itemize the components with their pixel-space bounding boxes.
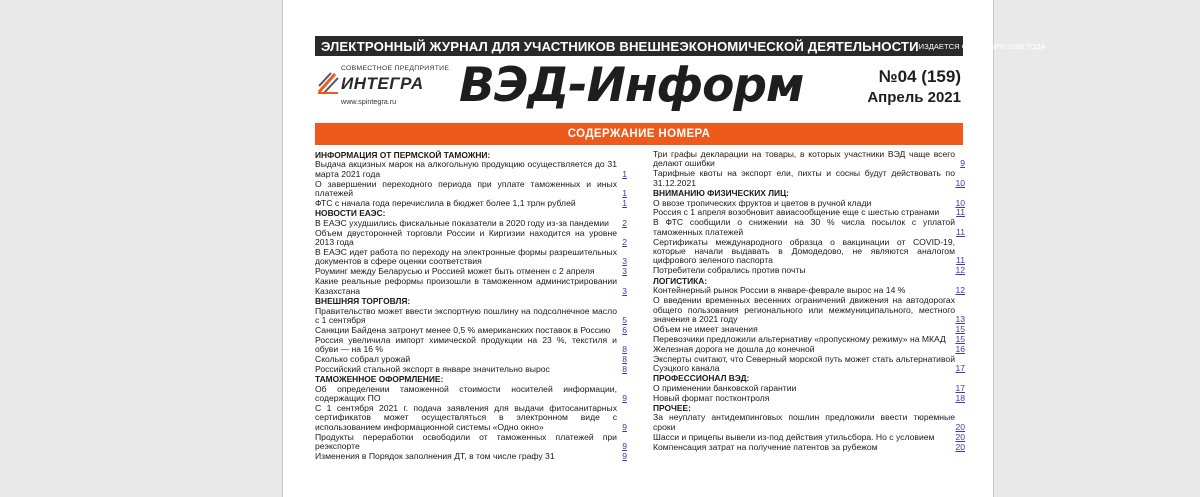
toc-page-link[interactable]: 9 xyxy=(622,393,627,404)
toc-entry[interactable] xyxy=(315,326,627,335)
logo-subtitle: СОВМЕСТНОЕ ПРЕДПРИЯТИЕ xyxy=(341,65,450,72)
toc-entry-title: Россия увеличила импорт химической продукции на 23 %, текстиля и обуви — на 16 % xyxy=(315,334,617,355)
integra-logo xyxy=(317,62,450,110)
toc-entry[interactable] xyxy=(653,169,965,188)
toc-entry-title: Объем двусторонней торговли России и Киргизии находится на уровне 2013 года xyxy=(315,227,617,248)
toc-page-link[interactable]: 2 xyxy=(622,237,627,248)
toc-entry-title: Компенсация затрат на получение патентов за рубежом xyxy=(653,441,878,452)
toc-page-link[interactable]: 20 xyxy=(955,431,965,442)
toc-entry-title: Сертификаты международного образца о вакцинации от COVID-19, которые начали выдавать в Домодедово, не являются аналогом цифрового зеленого паспорта xyxy=(653,236,955,266)
toc-entry[interactable] xyxy=(315,336,627,355)
toc-page-link[interactable]: 11 xyxy=(956,255,965,266)
toc-entry[interactable] xyxy=(315,452,627,461)
section-title: ЛОГИСТИКА: xyxy=(653,275,708,286)
toc-entry-title: О завершении переходного периода при уплате таможенных и иных платежей xyxy=(315,178,617,199)
toc-entry-title: Выдача акцизных марок на алкогольную продукцию осуществляется до 31 марта 2021 года xyxy=(315,159,617,179)
toc-page-link[interactable]: 17 xyxy=(955,382,965,393)
toc-entry[interactable] xyxy=(653,384,965,393)
toc-page-link[interactable]: 1 xyxy=(622,168,627,179)
toc-entry-title: В ЕАЭС идет работа по переходу на электронные формы разрешительных документов в сфере оценки соответствия xyxy=(315,247,617,267)
toc-page-link[interactable]: 11 xyxy=(956,226,965,237)
issue-date: Апрель 2021 xyxy=(867,89,961,106)
toc-entry-title: Шасси и прицепы вывели из-под действия утильсбора. Но с условием xyxy=(653,431,935,442)
toc-entry-title: О введении временных весенних ограничений движения на автодорогах общего пользования регионального или межмуниципального, местного значения в 2021 году xyxy=(653,295,955,324)
section-title: ВНИМАНИЮ ФИЗИЧЕСКИХ ЛИЦ: xyxy=(653,188,789,199)
toc-page-link[interactable]: 8 xyxy=(622,344,627,355)
section-title: НОВОСТИ ЕАЭС: xyxy=(315,208,386,219)
toc-entry-title: Роуминг между Беларусью и Россией может быть отменен с 2 апреля xyxy=(315,266,595,277)
toc-page-link[interactable]: 9 xyxy=(960,158,965,169)
section-title: ИНФОРМАЦИЯ ОТ ПЕРМСКОЙ ТАМОЖНИ: xyxy=(315,150,491,160)
toc-page-link[interactable]: 1 xyxy=(622,198,627,209)
section-title: ТАМОЖЕННОЕ ОФОРМЛЕНИЕ: xyxy=(315,374,444,385)
toc-page-link[interactable]: 8 xyxy=(622,363,627,374)
magazine-page xyxy=(282,0,1046,497)
toc-page-link[interactable]: 6 xyxy=(622,324,627,335)
toc-entry[interactable] xyxy=(315,199,627,208)
toc-page-link[interactable]: 11 xyxy=(956,207,965,218)
toc-page-link[interactable]: 17 xyxy=(955,362,965,373)
toc-entry-title: В ЕАЭС ухудшились фискальные показатели в 2020 году из-за пандемии xyxy=(315,217,609,228)
toc-page-link[interactable]: 3 xyxy=(622,266,627,277)
toc-page-link[interactable]: 15 xyxy=(955,323,965,334)
toc-entry-title: Российский стальной экспорт в январе значительно вырос xyxy=(315,363,550,374)
toc-page-link[interactable]: 10 xyxy=(955,197,965,208)
toc-entry-title: Правительство может ввести экспортную пошлину на подсолнечное масло с 1 сентября xyxy=(315,305,617,325)
toc-entry-title: Потребители собрались против почты xyxy=(653,265,806,276)
toc-entry[interactable] xyxy=(653,218,965,237)
toc-entry[interactable] xyxy=(315,433,627,452)
toc-page-link[interactable]: 12 xyxy=(955,285,965,296)
toc-entry-title: Объем не имеет значения xyxy=(653,323,758,334)
section-title: ВНЕШНЯЯ ТОРГОВЛЯ: xyxy=(315,296,411,307)
contents-left-column xyxy=(315,150,627,462)
toc-entry-title: Изменения в Порядок заполнения ДТ, в том числе графу 31 xyxy=(315,451,555,462)
toc-page-link[interactable]: 20 xyxy=(955,421,965,432)
integra-logo-icon xyxy=(317,70,339,96)
toc-entry-title: Санкции Байдена затронут менее 0,5 % американских поставок в Россию xyxy=(315,324,611,335)
toc-entry[interactable] xyxy=(653,443,965,452)
toc-entry[interactable] xyxy=(653,335,965,344)
toc-entry-title: Продукты переработки освободили от таможенных платежей при реэкспорте xyxy=(315,431,617,452)
toc-entry-title: В ФТС сообщили о снижении на 30 % числа посылок с уплатой таможенных платежей xyxy=(653,217,955,237)
toc-entry[interactable] xyxy=(315,404,627,432)
toc-page-link[interactable]: 5 xyxy=(622,314,627,325)
toc-page-link[interactable]: 1 xyxy=(622,188,627,199)
toc-entry-title: С 1 сентября 2021 г. подача заявления для выдачи фитосанитарных сертификатов может осуществляться в электронном виде с использованием информационной системы «Одно окно» xyxy=(315,403,617,432)
toc-entry-title: Какие реальные реформы произошли в таможенном администрировании Казахстана xyxy=(315,276,617,296)
toc-entry-title: Россия с 1 апреля возобновит авиасообщение еще с шестью странами xyxy=(653,207,940,218)
toc-entry-title: Об определении таможенной стоимости носителей информации, содержащих ПО xyxy=(315,383,617,404)
toc-entry-title: Сколько собрал урожай xyxy=(315,354,411,365)
toc-entry[interactable] xyxy=(653,150,965,169)
toc-page-link[interactable]: 3 xyxy=(622,256,627,267)
logo-name: ИНТЕГРА xyxy=(341,74,424,93)
issue-info xyxy=(867,67,961,106)
toc-entry[interactable] xyxy=(653,394,965,403)
toc-entry[interactable] xyxy=(315,277,627,296)
toc-entry[interactable] xyxy=(315,385,627,404)
top-banner xyxy=(315,36,1046,56)
toc-page-link[interactable]: 13 xyxy=(955,313,965,324)
toc-entry[interactable] xyxy=(315,229,627,248)
section-title: ПРОФЕССИОНАЛ ВЭД: xyxy=(653,373,750,384)
toc-entry-title: Перевозчики предложили альтернативу «пропускному режиму» на МКАД xyxy=(653,333,946,344)
toc-entry[interactable] xyxy=(653,345,965,354)
toc-page-link[interactable]: 3 xyxy=(622,285,627,296)
toc-entry-title: О ввозе тропических фруктов и цветов в ручной клади xyxy=(653,197,872,208)
toc-entry[interactable] xyxy=(315,248,627,267)
contents-right-column xyxy=(653,150,965,453)
toc-entry[interactable] xyxy=(315,365,627,374)
toc-entry-title: Новый формат постконтроля xyxy=(653,392,770,403)
toc-entry[interactable] xyxy=(653,355,965,374)
toc-entry-title: Эксперты считают, что Северный морской путь может стать альтернативой Суэцкого канала xyxy=(653,353,955,373)
contents-header: СОДЕРЖАНИЕ НОМЕРА xyxy=(315,123,963,145)
toc-page-link[interactable]: 12 xyxy=(955,265,965,276)
section-title: ПРОЧЕЕ: xyxy=(653,403,691,414)
toc-entry-title: Железная дорога не дошла до конечной xyxy=(653,343,815,354)
toc-entry-title: Контейнерный рынок России в январе-феврале вырос на 14 % xyxy=(653,285,906,296)
toc-page-link[interactable]: 15 xyxy=(955,333,965,344)
toc-entry[interactable] xyxy=(315,160,627,179)
logo-url: www.spintegra.ru xyxy=(341,97,397,106)
toc-entry[interactable] xyxy=(653,238,965,266)
toc-entry[interactable] xyxy=(315,219,627,228)
toc-entry-title: За неуплату антидемпинговых пошлин предложили ввести тюремные сроки xyxy=(653,412,955,432)
toc-entry[interactable] xyxy=(653,266,965,275)
toc-page-link[interactable]: 10 xyxy=(955,177,965,188)
toc-entry[interactable] xyxy=(653,413,965,432)
toc-page-link[interactable]: 18 xyxy=(955,392,965,403)
toc-page-link[interactable]: 20 xyxy=(955,441,965,452)
toc-entry[interactable] xyxy=(653,296,965,324)
toc-entry-title: О применении банковской гарантии xyxy=(653,382,797,393)
toc-entry[interactable] xyxy=(653,325,965,334)
toc-entry-title: Тарифные квоты на экспорт ели, пихты и сосны будут действовать по 31.12.2021 xyxy=(653,168,955,188)
toc-entry[interactable] xyxy=(653,433,965,442)
toc-page-link[interactable]: 16 xyxy=(955,343,965,354)
issue-number: №04 (159) xyxy=(878,67,961,86)
toc-entry-title: ФТС с начала года перечислила в бюджет более 1,1 трлн рублей xyxy=(315,198,576,209)
toc-page-link[interactable]: 8 xyxy=(622,354,627,365)
toc-entry-title: Три графы декларации на товары, в которых участники ВЭД чаще всего делают ошибки xyxy=(653,149,955,169)
toc-page-link[interactable]: 2 xyxy=(622,217,627,228)
toc-page-link[interactable]: 9 xyxy=(622,441,627,452)
toc-page-link[interactable]: 9 xyxy=(622,421,627,432)
since-label: ИЗДАЕТСЯ С ОКТЯБРЯ 2008 ГОДА xyxy=(918,41,1046,51)
magazine-title: ВЭД-Информ xyxy=(459,58,804,113)
slogan: ЭЛЕКТРОННЫЙ ЖУРНАЛ ДЛЯ УЧАСТНИКОВ ВНЕШНЕЭКОНОМИЧЕСКОЙ ДЕЯТЕЛЬНОСТИ xyxy=(321,38,919,54)
toc-entry[interactable] xyxy=(315,307,627,326)
toc-entry[interactable] xyxy=(315,180,627,199)
toc-page-link[interactable]: 9 xyxy=(622,451,627,462)
